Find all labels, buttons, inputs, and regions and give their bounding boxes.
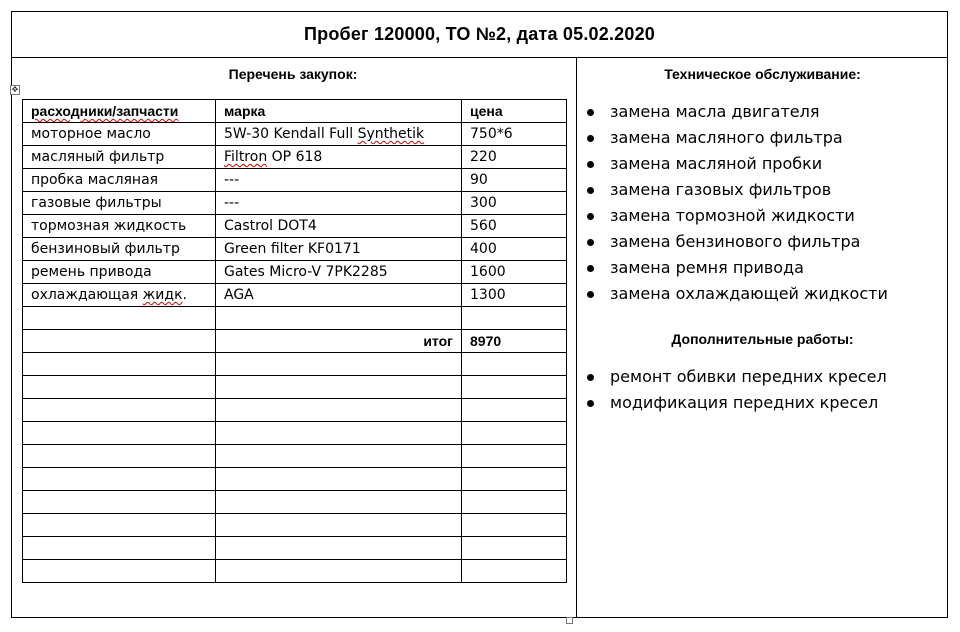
cell-price[interactable]: 750*6: [462, 123, 567, 146]
cell-brand[interactable]: Gates Micro-V 7PK2285: [216, 261, 462, 284]
cell-empty[interactable]: [462, 491, 567, 514]
list-item[interactable]: модификация передних кресел: [584, 390, 887, 416]
cell-empty[interactable]: [23, 514, 216, 537]
table-row-empty: [23, 468, 567, 491]
table-row-empty: [23, 422, 567, 445]
table-row-empty: [23, 376, 567, 399]
cell-empty[interactable]: [462, 445, 567, 468]
cell-price[interactable]: 560: [462, 215, 567, 238]
cell-empty[interactable]: [462, 422, 567, 445]
bullet-icon: [587, 135, 594, 142]
cell-price[interactable]: 1300: [462, 284, 567, 307]
cell-empty[interactable]: [23, 376, 216, 399]
cell-empty[interactable]: [216, 491, 462, 514]
cell-brand[interactable]: 5W-30 Kendall Full Synthetik: [216, 123, 462, 146]
total-value[interactable]: 8970: [462, 330, 567, 353]
header-cell-price[interactable]: цена: [462, 100, 567, 123]
cell-empty[interactable]: [216, 537, 462, 560]
cell-empty[interactable]: [23, 422, 216, 445]
cell-price[interactable]: 400: [462, 238, 567, 261]
cell-item[interactable]: газовые фильтры: [23, 192, 216, 215]
purchases-heading[interactable]: Перечень закупок:: [228, 66, 358, 82]
header-cell-item[interactable]: расходники/запчасти: [23, 100, 216, 123]
list-item[interactable]: замена масла двигателя: [584, 99, 888, 125]
list-item[interactable]: замена масляной пробки: [584, 151, 888, 177]
table-row: [23, 261, 567, 284]
cell-item[interactable]: пробка масляная: [23, 169, 216, 192]
cell-empty[interactable]: [23, 330, 216, 353]
cell-brand[interactable]: ---: [216, 192, 462, 215]
additional-list: [584, 364, 887, 416]
cell-item[interactable]: ремень привода: [23, 261, 216, 284]
list-item[interactable]: замена тормозной жидкости: [584, 203, 888, 229]
purchases-table: [22, 99, 567, 583]
cell-empty[interactable]: [216, 307, 462, 330]
cell-empty[interactable]: [216, 514, 462, 537]
table-row-empty: [23, 514, 567, 537]
cell-empty[interactable]: [23, 399, 216, 422]
cell-price[interactable]: 90: [462, 169, 567, 192]
table-header-row: [23, 100, 567, 123]
header-cell-brand[interactable]: марка: [216, 100, 462, 123]
cell-empty[interactable]: [23, 307, 216, 330]
table-row: [23, 215, 567, 238]
table-row: [23, 146, 567, 169]
cell-empty[interactable]: [216, 376, 462, 399]
table-row: [23, 192, 567, 215]
move-icon[interactable]: ✥: [11, 85, 19, 94]
cell-price[interactable]: 300: [462, 192, 567, 215]
document-title[interactable]: Пробег 120000, ТО №2, дата 05.02.2020: [304, 24, 655, 44]
bullet-icon: [587, 291, 594, 298]
list-item[interactable]: ремонт обивки передних кресел: [584, 364, 887, 390]
cell-empty[interactable]: [23, 491, 216, 514]
cell-empty[interactable]: [216, 445, 462, 468]
cell-item[interactable]: тормозная жидкость: [23, 215, 216, 238]
bullet-icon: [587, 400, 594, 407]
cell-item[interactable]: моторное масло: [23, 123, 216, 146]
bullet-icon: [587, 161, 594, 168]
resize-handle-icon[interactable]: [566, 617, 573, 624]
cell-brand[interactable]: Filtron OP 618: [216, 146, 462, 169]
cell-empty[interactable]: [216, 560, 462, 583]
bullet-icon: [587, 187, 594, 194]
cell-brand[interactable]: ---: [216, 169, 462, 192]
additional-heading[interactable]: Дополнительные работы:: [671, 331, 854, 347]
table-row-empty: [23, 491, 567, 514]
table-row: [23, 123, 567, 146]
cell-item[interactable]: масляный фильтр: [23, 146, 216, 169]
cell-empty[interactable]: [462, 353, 567, 376]
cell-brand[interactable]: AGA: [216, 284, 462, 307]
cell-price[interactable]: 220: [462, 146, 567, 169]
table-row-empty: [23, 445, 567, 468]
cell-brand[interactable]: Green filter KF0171: [216, 238, 462, 261]
table-row: [23, 284, 567, 307]
cell-empty[interactable]: [23, 537, 216, 560]
cell-empty[interactable]: [23, 468, 216, 491]
cell-empty[interactable]: [23, 353, 216, 376]
table-row: [23, 169, 567, 192]
title-row: [12, 12, 947, 58]
list-item[interactable]: замена ремня привода: [584, 255, 888, 281]
cell-empty[interactable]: [462, 376, 567, 399]
cell-empty[interactable]: [462, 514, 567, 537]
table-row-empty: [23, 537, 567, 560]
cell-empty[interactable]: [23, 560, 216, 583]
cell-empty[interactable]: [462, 560, 567, 583]
table-total-row: [23, 330, 567, 353]
cell-empty[interactable]: [462, 307, 567, 330]
cell-brand[interactable]: Castrol DOT4: [216, 215, 462, 238]
cell-empty[interactable]: [23, 445, 216, 468]
total-label[interactable]: итог: [216, 330, 462, 353]
cell-price[interactable]: 1600: [462, 261, 567, 284]
list-item[interactable]: замена охлаждающей жидкости: [584, 281, 888, 307]
table-row-empty: [23, 353, 567, 376]
cell-empty[interactable]: [216, 353, 462, 376]
cell-empty[interactable]: [216, 468, 462, 491]
list-item[interactable]: замена бензинового фильтра: [584, 229, 888, 255]
table-row: [23, 238, 567, 261]
table-row-empty: [23, 399, 567, 422]
cell-empty[interactable]: [462, 399, 567, 422]
maintenance-list: [584, 99, 888, 307]
list-item[interactable]: замена масляного фильтра: [584, 125, 888, 151]
cell-empty[interactable]: [462, 537, 567, 560]
bullet-icon: [587, 109, 594, 116]
cell-empty[interactable]: [462, 468, 567, 491]
maintenance-heading[interactable]: Техническое обслуживание:: [664, 66, 861, 82]
table-row-empty: [23, 307, 567, 330]
bullet-icon: [587, 239, 594, 246]
table-row-empty: [23, 560, 567, 583]
cell-item[interactable]: бензиновый фильтр: [23, 238, 216, 261]
bullet-icon: [587, 374, 594, 381]
bullet-icon: [587, 213, 594, 220]
bullet-icon: [587, 265, 594, 272]
cell-empty[interactable]: [216, 399, 462, 422]
cell-empty[interactable]: [216, 422, 462, 445]
cell-item[interactable]: охлаждающая жидк.: [23, 284, 216, 307]
list-item[interactable]: замена газовых фильтров: [584, 177, 888, 203]
